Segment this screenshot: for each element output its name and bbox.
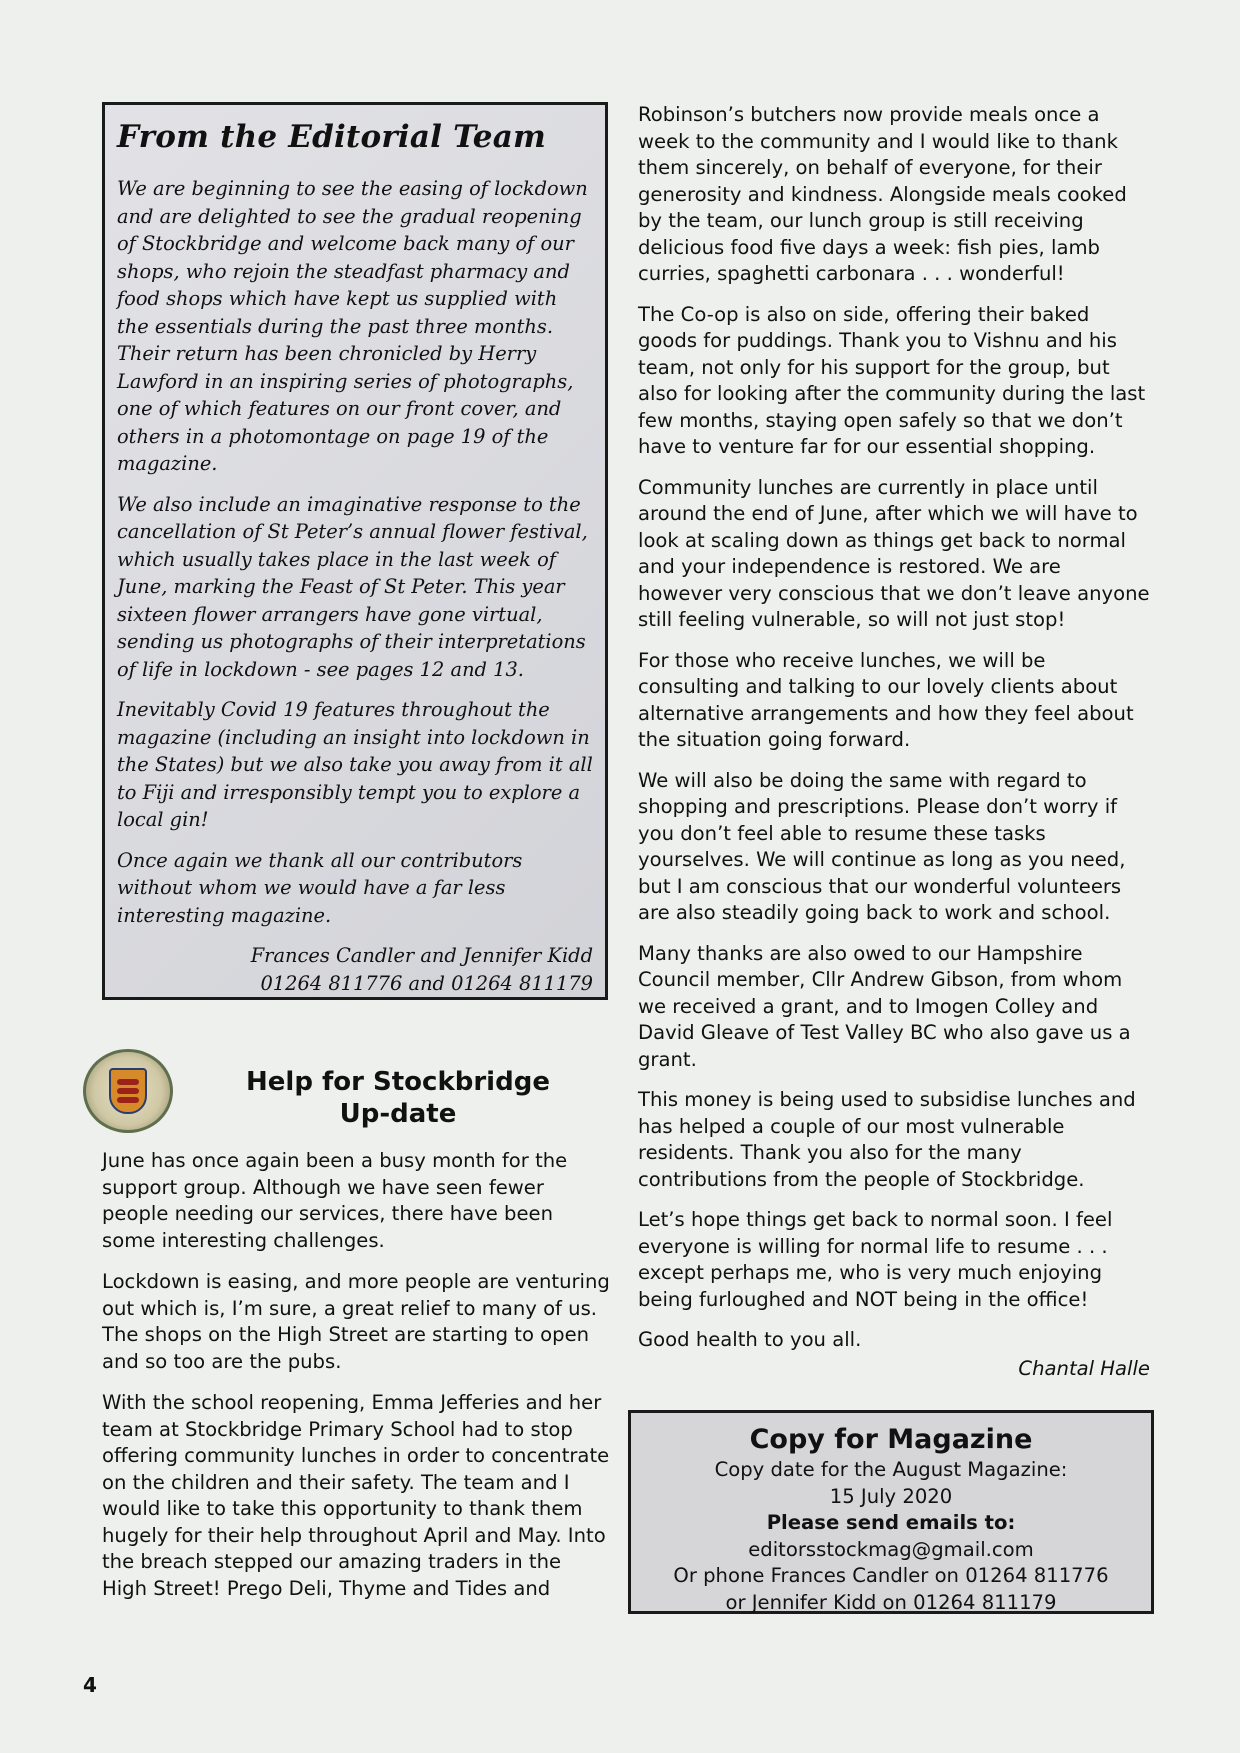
- help-paragraph: Lockdown is easing, and more people are venturing out which is, I’m sure, a great relief to many of us. The shops on the High Street are starting to open and so too are the pubs.: [102, 1270, 610, 1373]
- article-paragraph: Many thanks are also owed to our Hampshire Council member, Cllr Andrew Gibson, from whom we received a grant, and to Imogen Colley and David Gleave of Test Valley BC who also gave us a grant.: [638, 941, 1131, 1071]
- copy-for-magazine-box: [628, 1410, 1154, 1614]
- help-section-title: [200, 1066, 596, 1130]
- crest-lion: [117, 1079, 139, 1085]
- article-paragraph: The Co-op is also on side, offering their baked goods for puddings. Thank you to Vishnu and his team, not only for his support for the group, but also for looking after the community during the last few months, staying open safely so that we don’t have to venture far for our essential shopping.: [638, 302, 1146, 458]
- help-paragraph: With the school reopening, Emma Jefferies and her team at Stockbridge Primary School had to stop offering community lunches in order to concentrate on the children and their safety. The team and I would like to take this opportunity to thank them hugely for their help throughout April and May. Into the breach stepped our amazing traders in the High Street! Prego Deli, Thyme and Tides and: [102, 1391, 610, 1600]
- editorial-paragraph: Inevitably Covid 19 features throughout the magazine (including an insight into lockdown in the States) but we also take you away from it all to Fiji and irresponsibly tempt you to explore a local gin!: [117, 698, 593, 831]
- copy-box-title: Copy for Magazine: [749, 1424, 1033, 1455]
- email-line: [631, 1510, 1151, 1563]
- crest-lion: [117, 1097, 139, 1103]
- copy-date-label: Copy date for the August Magazine:: [714, 1458, 1068, 1481]
- editorial-paragraph: We are beginning to see the easing of lockdown and are delighted to see the gradual reopening of Stockbridge and welcome back many of our shops, who rejoin the steadfast pharmacy and food shops which have kept us supplied with the essentials during the past three months. Their return has been chronicled by Herry Lawford in an inspiring series of photographs, one of which features on our front cover, and others in a photomontage on page 19 of the magazine.: [117, 177, 588, 475]
- email-label: Please send emails to:: [766, 1511, 1016, 1534]
- phone-line-frances: Or phone Frances Candler on 01264 811776: [673, 1564, 1109, 1587]
- help-paragraph: June has once again been a busy month for the support group. Although we have seen fewer people needing our services, there have been some interesting challenges.: [102, 1149, 568, 1252]
- page-number: 4: [83, 1673, 97, 1697]
- article-paragraph: This money is being used to subsidise lunches and has helped a couple of our most vulnerable residents. Thank you also for the many contributions from the people of Stockbridge.: [638, 1088, 1136, 1191]
- editorial-paragraph: We also include an imaginative response to the cancellation of St Peter’s annual flower festival, which usually takes place in the last week of June, marking the Feast of St Peter. This year sixteen flower arrangers have gone virtual, sending us photographs of their interpretations of life in lockdown - see pages 12 and 13.: [117, 492, 588, 681]
- crest-shield: [109, 1068, 147, 1114]
- article-paragraph: For those who receive lunches, we will be consulting and talking to our lovely clients about alternative arrangements and how they feel about the situation going forward.: [638, 648, 1134, 751]
- article-paragraph: Good health to you all.: [638, 1328, 862, 1351]
- article-paragraph: Let’s hope things get back to normal soon. I feel everyone is willing for normal life to resume . . . except perhaps me, who is very much enjoying being furloughed and NOT being in the office!: [638, 1208, 1113, 1311]
- copy-date-value: 15 July 2020: [829, 1484, 953, 1508]
- right-column-article: [638, 102, 1150, 1382]
- email-address: editorsstockmag@gmail.com: [748, 1537, 1034, 1561]
- crest-lion: [117, 1088, 139, 1094]
- editorial-paragraph: Once again we thank all our contributors without whom we would have a far less interesting magazine.: [117, 848, 523, 927]
- article-paragraph: Community lunches are currently in place until around the end of June, after which we will have to look at scaling down as things get back to normal and your independence is restored. We are however very conscious that we don’t leave anyone still feeling vulnerable, so will not just stop!: [638, 475, 1150, 631]
- article-author: Chantal Halle: [1018, 1356, 1150, 1380]
- stockbridge-crest-icon: [83, 1049, 173, 1133]
- phone-line-jennifer: or Jennifer Kidd on 01264 811179: [725, 1590, 1057, 1614]
- article-paragraph: We will also be doing the same with regard to shopping and prescriptions. Please don’t worry if you don’t feel able to resume these tasks yourselves. We will continue as long as you need, but I am conscious that our wonderful volunteers are also steadily going back to work and school.: [638, 768, 1126, 924]
- editorial-box: [102, 102, 608, 1000]
- editorial-signature-phones: 01264 811776 and 01264 811179: [260, 971, 593, 995]
- editorial-title: From the Editorial Team: [117, 119, 547, 155]
- help-title-line2: Up-date: [339, 1099, 457, 1129]
- editorial-signature-names: Frances Candler and Jennifer Kidd: [250, 944, 593, 967]
- article-paragraph: Robinson’s butchers now provide meals once a week to the community and I would like to thank them sincerely, on behalf of everyone, for their generosity and kindness. Alongside meals cooked by the team, our lunch group is still receiving delicious food five days a week: fish pies, lamb curries, spaghetti carbonara . . . wonderful!: [638, 103, 1127, 285]
- help-title-line1: Help for Stockbridge: [246, 1067, 550, 1097]
- help-section-body: [102, 1148, 610, 1617]
